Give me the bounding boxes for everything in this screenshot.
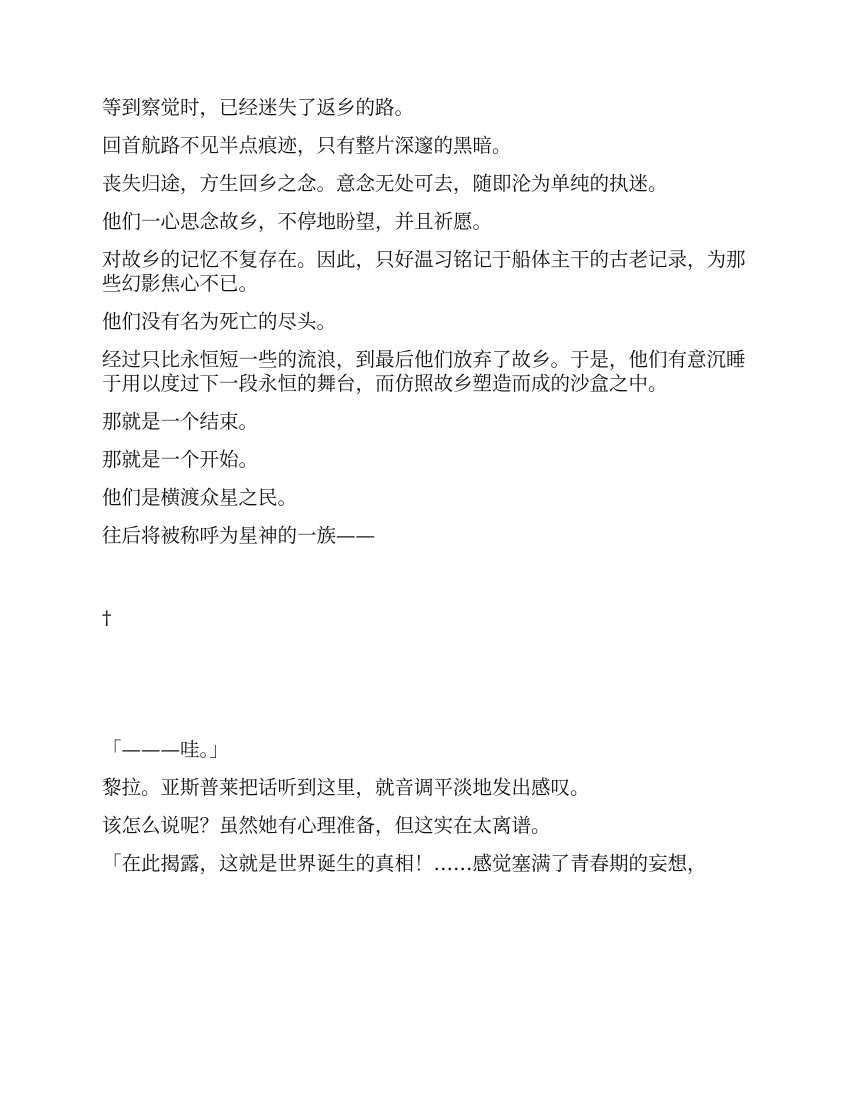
dialogue-paragraph: 「———哇。」 [102,738,229,761]
paragraph: 回首航路不见半点痕迹，只有整片深邃的黑暗。 [102,134,512,157]
paragraph: 他们是横渡众星之民。 [102,486,298,509]
section-gap [102,630,762,738]
paragraph: 丧失归途，方生回乡之念。意念无处可去，随即沦为单纯的执迷。 [102,172,668,195]
paragraph: 他们没有名为死亡的尽头。 [102,310,337,333]
paragraph: 黎拉。亚斯普莱把话听到这里，就音调平淡地发出感叹。 [102,776,590,799]
dialogue-paragraph: 「在此揭露，这就是世界诞生的真相！……感觉塞满了青春期的妄想， [102,852,707,875]
document-page [102,96,762,890]
paragraph: 往后将被称呼为星神的一族—— [102,524,376,547]
paragraph: 等到察觉时，已经迷失了返乡的路。 [102,96,415,119]
paragraph: 对故乡的记忆不复存在。因此，只好温习铭记于船体主干的古老记录，为那些幻影焦心不已。 [102,248,746,295]
paragraph: 该怎么说呢？虽然她有心理准备，但这实在太离谱。 [102,814,551,837]
paragraph: 那就是一个结束。 [102,410,259,433]
paragraph: 那就是一个开始。 [102,448,259,471]
paragraph: 经过只比永恒短一些的流浪，到最后他们放弃了故乡。于是，他们有意沉睡于用以度过下一段永恒的舞台，而仿照故乡塑造而成的沙盒之中。 [102,348,746,395]
paragraph: 他们一心思念故乡，不停地盼望，并且祈愿。 [102,210,493,233]
section-separator: † [102,607,112,629]
